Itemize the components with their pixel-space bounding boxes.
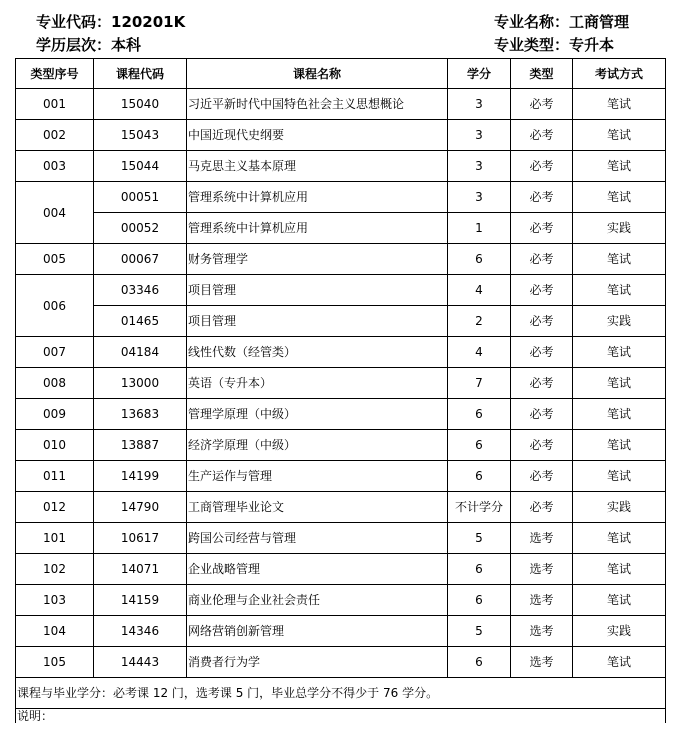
course-type-cell: 必考 <box>511 368 573 399</box>
course-name-cell: 企业战略管理 <box>187 554 448 585</box>
type-seq-cell: 009 <box>16 399 94 430</box>
course-type-cell: 必考 <box>511 337 573 368</box>
exam-method-cell: 实践 <box>573 213 666 244</box>
table-row <box>16 585 666 616</box>
course-name-cell: 项目管理 <box>187 306 448 337</box>
type-seq-cell: 103 <box>16 585 94 616</box>
table-row <box>16 492 666 523</box>
graduation-credits-summary: 课程与毕业学分：必考课 12 门，选考课 5 门，毕业总学分不得少于 76 学分。 <box>16 678 666 709</box>
credit-cell: 6 <box>448 461 511 492</box>
course-type-cell: 必考 <box>511 461 573 492</box>
credit-cell: 不计学分 <box>448 492 511 523</box>
column-header-code: 课程代码 <box>94 59 187 89</box>
course-code-cell: 13887 <box>94 430 187 461</box>
course-name-cell: 网络营销创新管理 <box>187 616 448 647</box>
credit-cell: 3 <box>448 182 511 213</box>
course-name-cell: 工商管理毕业论文 <box>187 492 448 523</box>
exam-method-cell: 笔试 <box>573 523 666 554</box>
type-seq-cell: 105 <box>16 647 94 678</box>
course-name-cell: 管理学原理（中级） <box>187 399 448 430</box>
course-code-cell: 00052 <box>94 213 187 244</box>
table-row <box>16 151 666 182</box>
course-code-cell: 00067 <box>94 244 187 275</box>
course-code-cell: 01465 <box>94 306 187 337</box>
major-name: 专业名称：工商管理 <box>494 13 630 31</box>
course-code-cell: 14071 <box>94 554 187 585</box>
summary-row <box>16 678 666 709</box>
credit-cell: 4 <box>448 275 511 306</box>
course-type-cell: 必考 <box>511 89 573 120</box>
type-seq-cell: 005 <box>16 244 94 275</box>
table-row <box>16 647 666 678</box>
course-type-cell: 选考 <box>511 554 573 585</box>
major-type: 专业类型：专升本 <box>494 36 615 54</box>
table-row <box>16 213 666 244</box>
type-seq-cell: 102 <box>16 554 94 585</box>
course-code-cell: 14346 <box>94 616 187 647</box>
credit-cell: 6 <box>448 399 511 430</box>
course-code-cell: 13683 <box>94 399 187 430</box>
course-type-cell: 选考 <box>511 616 573 647</box>
course-type-cell: 必考 <box>511 244 573 275</box>
type-seq-cell: 011 <box>16 461 94 492</box>
table-row <box>16 461 666 492</box>
exam-method-cell: 实践 <box>573 492 666 523</box>
course-code-cell: 04184 <box>94 337 187 368</box>
credit-cell: 6 <box>448 554 511 585</box>
column-header-name: 课程名称 <box>187 59 448 89</box>
course-code-cell: 03346 <box>94 275 187 306</box>
course-type-cell: 必考 <box>511 275 573 306</box>
table-row <box>16 523 666 554</box>
credit-cell: 6 <box>448 647 511 678</box>
type-seq-cell: 010 <box>16 430 94 461</box>
table-header-row <box>16 59 666 89</box>
table-row <box>16 399 666 430</box>
course-name-cell: 商业伦理与企业社会责任 <box>187 585 448 616</box>
exam-method-cell: 实践 <box>573 616 666 647</box>
course-code-cell: 14443 <box>94 647 187 678</box>
course-name-cell: 跨国公司经营与管理 <box>187 523 448 554</box>
course-name-cell: 管理系统中计算机应用 <box>187 213 448 244</box>
course-name-cell: 习近平新时代中国特色社会主义思想概论 <box>187 89 448 120</box>
exam-method-cell: 笔试 <box>573 585 666 616</box>
exam-method-cell: 笔试 <box>573 151 666 182</box>
course-name-cell: 生产运作与管理 <box>187 461 448 492</box>
type-seq-cell: 006 <box>16 275 94 337</box>
credit-cell: 3 <box>448 151 511 182</box>
course-name-cell: 马克思主义基本原理 <box>187 151 448 182</box>
credit-cell: 2 <box>448 306 511 337</box>
type-seq-cell: 012 <box>16 492 94 523</box>
major-code: 专业代码：120201K <box>36 13 186 31</box>
table-row <box>16 244 666 275</box>
table-row <box>16 182 666 213</box>
exam-method-cell: 笔试 <box>573 647 666 678</box>
course-type-cell: 必考 <box>511 182 573 213</box>
type-seq-cell: 008 <box>16 368 94 399</box>
exam-method-cell: 笔试 <box>573 461 666 492</box>
exam-method-cell: 笔试 <box>573 337 666 368</box>
type-seq-cell: 101 <box>16 523 94 554</box>
course-type-cell: 必考 <box>511 399 573 430</box>
credit-cell: 5 <box>448 616 511 647</box>
course-code-cell: 15040 <box>94 89 187 120</box>
course-code-cell: 10617 <box>94 523 187 554</box>
course-type-cell: 选考 <box>511 523 573 554</box>
note-row <box>16 709 666 724</box>
table-row <box>16 306 666 337</box>
course-code-cell: 14790 <box>94 492 187 523</box>
course-table <box>15 58 666 723</box>
table-row <box>16 120 666 151</box>
type-seq-cell: 003 <box>16 151 94 182</box>
table-row <box>16 430 666 461</box>
credit-cell: 3 <box>448 120 511 151</box>
exam-method-cell: 笔试 <box>573 399 666 430</box>
course-type-cell: 选考 <box>511 585 573 616</box>
course-type-cell: 必考 <box>511 120 573 151</box>
course-name-cell: 消费者行为学 <box>187 647 448 678</box>
course-code-cell: 14199 <box>94 461 187 492</box>
table-row <box>16 616 666 647</box>
course-code-cell: 00051 <box>94 182 187 213</box>
course-code-cell: 15044 <box>94 151 187 182</box>
exam-method-cell: 笔试 <box>573 244 666 275</box>
exam-method-cell: 笔试 <box>573 182 666 213</box>
exam-method-cell: 笔试 <box>573 275 666 306</box>
course-type-cell: 必考 <box>511 213 573 244</box>
column-header-exam: 考试方式 <box>573 59 666 89</box>
column-header-type: 类型 <box>511 59 573 89</box>
exam-method-cell: 笔试 <box>573 430 666 461</box>
table-row <box>16 89 666 120</box>
type-seq-cell: 002 <box>16 120 94 151</box>
table-row <box>16 275 666 306</box>
credit-cell: 5 <box>448 523 511 554</box>
type-seq-cell: 007 <box>16 337 94 368</box>
course-name-cell: 线性代数（经管类） <box>187 337 448 368</box>
credit-cell: 6 <box>448 244 511 275</box>
course-name-cell: 中国近现代史纲要 <box>187 120 448 151</box>
course-name-cell: 财务管理学 <box>187 244 448 275</box>
course-type-cell: 必考 <box>511 151 573 182</box>
column-header-credit: 学分 <box>448 59 511 89</box>
table-row <box>16 554 666 585</box>
table-row <box>16 337 666 368</box>
course-code-cell: 13000 <box>94 368 187 399</box>
course-type-cell: 必考 <box>511 492 573 523</box>
type-seq-cell: 104 <box>16 616 94 647</box>
course-code-cell: 15043 <box>94 120 187 151</box>
course-name-cell: 英语（专升本） <box>187 368 448 399</box>
table-row <box>16 368 666 399</box>
credit-cell: 3 <box>448 89 511 120</box>
course-type-cell: 必考 <box>511 306 573 337</box>
column-header-seq: 类型序号 <box>16 59 94 89</box>
exam-method-cell: 笔试 <box>573 554 666 585</box>
exam-method-cell: 笔试 <box>573 89 666 120</box>
exam-method-cell: 笔试 <box>573 120 666 151</box>
course-table-body <box>16 89 666 678</box>
credit-cell: 1 <box>448 213 511 244</box>
course-type-cell: 选考 <box>511 647 573 678</box>
exam-method-cell: 实践 <box>573 306 666 337</box>
course-name-cell: 管理系统中计算机应用 <box>187 182 448 213</box>
exam-method-cell: 笔试 <box>573 368 666 399</box>
type-seq-cell: 001 <box>16 89 94 120</box>
course-type-cell: 必考 <box>511 430 573 461</box>
notes-label: 说明： <box>16 709 666 724</box>
education-level: 学历层次：本科 <box>36 36 142 54</box>
type-seq-cell: 004 <box>16 182 94 244</box>
course-code-cell: 14159 <box>94 585 187 616</box>
course-name-cell: 项目管理 <box>187 275 448 306</box>
credit-cell: 6 <box>448 430 511 461</box>
credit-cell: 6 <box>448 585 511 616</box>
course-name-cell: 经济学原理（中级） <box>187 430 448 461</box>
credit-cell: 4 <box>448 337 511 368</box>
credit-cell: 7 <box>448 368 511 399</box>
